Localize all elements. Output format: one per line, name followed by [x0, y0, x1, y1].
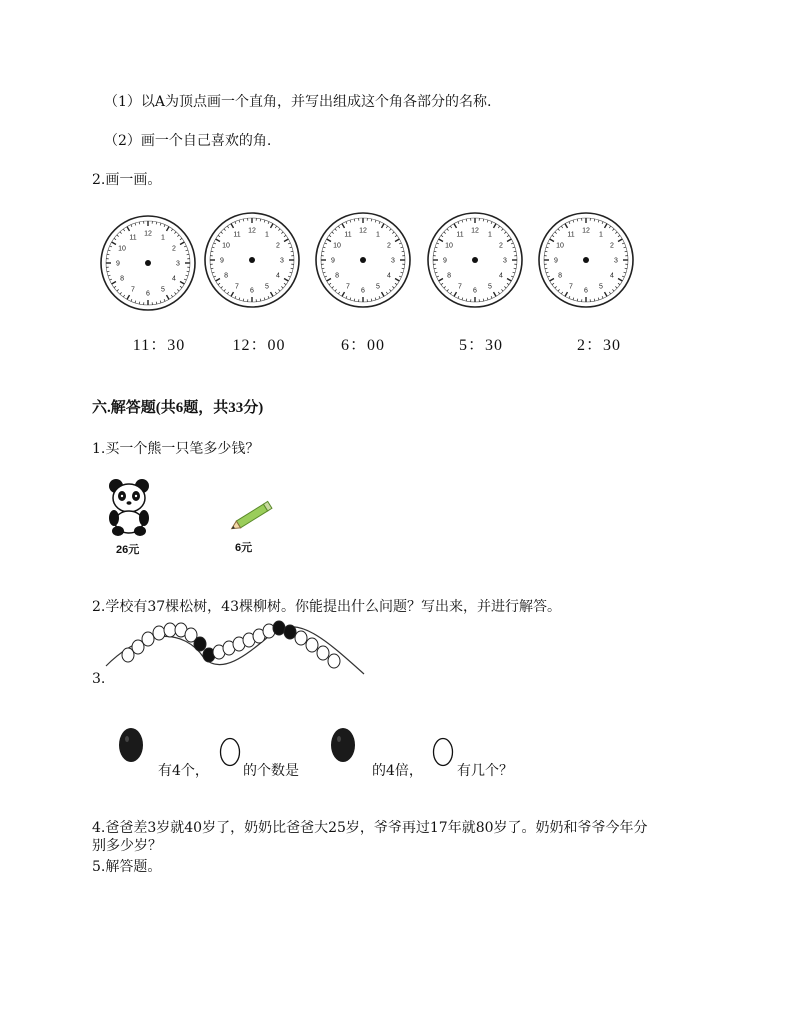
- question-6-5: 5.解答题。: [92, 859, 162, 875]
- clock-number: 3: [391, 257, 395, 265]
- draw-title: 2.画一画。: [92, 172, 162, 188]
- question-6-4-line2: 别多少岁？: [92, 838, 162, 854]
- clock-number: 10: [333, 242, 341, 250]
- clock-number: 12: [471, 227, 479, 235]
- bead-white: [317, 646, 329, 660]
- question-6-2: 2.学校有37棵松树，43棵柳树。你能提出什么问题？写出来，并进行解答。: [92, 599, 561, 615]
- q3-text-c: 的4倍，: [372, 763, 423, 779]
- q3-text-b: 的个数是: [243, 763, 299, 779]
- white-oval-icon: [219, 737, 241, 767]
- bead-white: [306, 638, 318, 652]
- clock-number: 8: [447, 272, 451, 280]
- clock-number: 5: [376, 283, 380, 291]
- clock-center-dot: [583, 257, 589, 263]
- clock-time-label: 6：00: [340, 337, 385, 354]
- question-1-1: （1）以A为顶点画一个直角，并写出组成这个角各部分的名称.: [104, 94, 492, 110]
- clock-number: 7: [458, 283, 462, 291]
- section-title: 六.解答题(共6题，共33分): [92, 400, 264, 416]
- clock-number: 2: [499, 242, 503, 250]
- clock-number: 5: [488, 283, 492, 291]
- clock-number: 9: [554, 257, 558, 265]
- clock-number: 6: [584, 287, 588, 295]
- white-oval-icon: [432, 737, 454, 767]
- bead-white: [142, 632, 154, 646]
- clock-number: 11: [567, 231, 575, 239]
- black-oval-icon: [118, 727, 144, 763]
- question-6-4-line1: 4.爸爸差3岁就40岁了，奶奶比爸爸大25岁，爷爷再过17年就80岁了。奶奶和爷爷今年分: [92, 820, 648, 836]
- clock-number: 11: [233, 231, 241, 239]
- clock-number: 11: [456, 231, 464, 239]
- clock-center-dot: [472, 257, 478, 263]
- clock-number: 6: [146, 290, 150, 298]
- clock-time-label: 2：30: [576, 337, 621, 354]
- clock-number: 9: [443, 257, 447, 265]
- clock-number: 2: [387, 242, 391, 250]
- clock-time-label: 5：30: [458, 337, 503, 354]
- clock-number: 10: [556, 242, 564, 250]
- clock-number: 8: [558, 272, 562, 280]
- clock-number: 10: [445, 242, 453, 250]
- pen-price: 6元: [235, 542, 253, 554]
- clock-number: 4: [499, 272, 503, 280]
- clock-number: 2: [276, 242, 280, 250]
- clock-number: 1: [161, 234, 165, 242]
- q3-text-d: 有几个？: [457, 763, 513, 779]
- clock-number: 4: [276, 272, 280, 280]
- panda-icon: [106, 478, 152, 536]
- clock-face: [202, 210, 302, 310]
- clock-number: 7: [235, 283, 239, 291]
- clock-center-dot: [360, 257, 366, 263]
- clock-face: [98, 213, 198, 313]
- clock-number: 7: [569, 283, 573, 291]
- clock-number: 1: [265, 231, 269, 239]
- bead-white: [164, 623, 176, 637]
- clock-number: 3: [176, 260, 180, 268]
- clock-number: 10: [222, 242, 230, 250]
- clock-number: 12: [359, 227, 367, 235]
- panda-price: 26元: [116, 544, 140, 556]
- bead-string-illustration: [104, 618, 366, 680]
- clock-number: 3: [280, 257, 284, 265]
- clock-number: 6: [473, 287, 477, 295]
- clock-number: 8: [120, 275, 124, 283]
- clock-time-label: 12：00: [232, 337, 286, 354]
- clock-time-label: 11：30: [132, 337, 186, 354]
- clock-number: 3: [614, 257, 618, 265]
- black-oval-icon: [330, 727, 356, 763]
- clock-number: 6: [250, 287, 254, 295]
- clock-face: [425, 210, 525, 310]
- bead-white: [295, 631, 307, 645]
- clock-number: 2: [610, 242, 614, 250]
- clock-face: [313, 210, 413, 310]
- pencil-icon: [228, 500, 276, 532]
- clock-number: 5: [161, 286, 165, 294]
- clock-number: 8: [224, 272, 228, 280]
- clock-number: 9: [220, 257, 224, 265]
- clock-number: 4: [610, 272, 614, 280]
- clock-number: 12: [582, 227, 590, 235]
- clock-number: 1: [376, 231, 380, 239]
- clock-number: 12: [248, 227, 256, 235]
- clock-number: 10: [118, 245, 126, 253]
- question-6-1: 1.买一个熊一只笔多少钱？: [92, 441, 260, 457]
- clock-number: 6: [361, 287, 365, 295]
- clock-number: 4: [172, 275, 176, 283]
- clock-center-dot: [249, 257, 255, 263]
- clock-number: 3: [503, 257, 507, 265]
- clock-center-dot: [145, 260, 151, 266]
- clock-number: 4: [387, 272, 391, 280]
- clock-number: 1: [599, 231, 603, 239]
- bead-white: [153, 626, 165, 640]
- clock-number: 9: [116, 260, 120, 268]
- clock-number: 7: [346, 283, 350, 291]
- clock-number: 9: [331, 257, 335, 265]
- clock-face: [536, 210, 636, 310]
- clock-number: 12: [144, 230, 152, 238]
- clock-number: 2: [172, 245, 176, 253]
- bead-black: [284, 625, 296, 639]
- bead-black: [273, 621, 285, 635]
- clock-number: 7: [131, 286, 135, 294]
- q3-text-a: 有4个，: [158, 763, 209, 779]
- question-6-3-number: 3.: [92, 671, 106, 687]
- clock-number: 11: [344, 231, 352, 239]
- clock-number: 11: [129, 234, 137, 242]
- clock-number: 1: [488, 231, 492, 239]
- clock-number: 5: [599, 283, 603, 291]
- question-1-2: （2）画一个自己喜欢的角.: [104, 133, 272, 149]
- bead-black: [194, 637, 206, 651]
- bead-white: [328, 654, 340, 668]
- clock-number: 8: [335, 272, 339, 280]
- clock-number: 5: [265, 283, 269, 291]
